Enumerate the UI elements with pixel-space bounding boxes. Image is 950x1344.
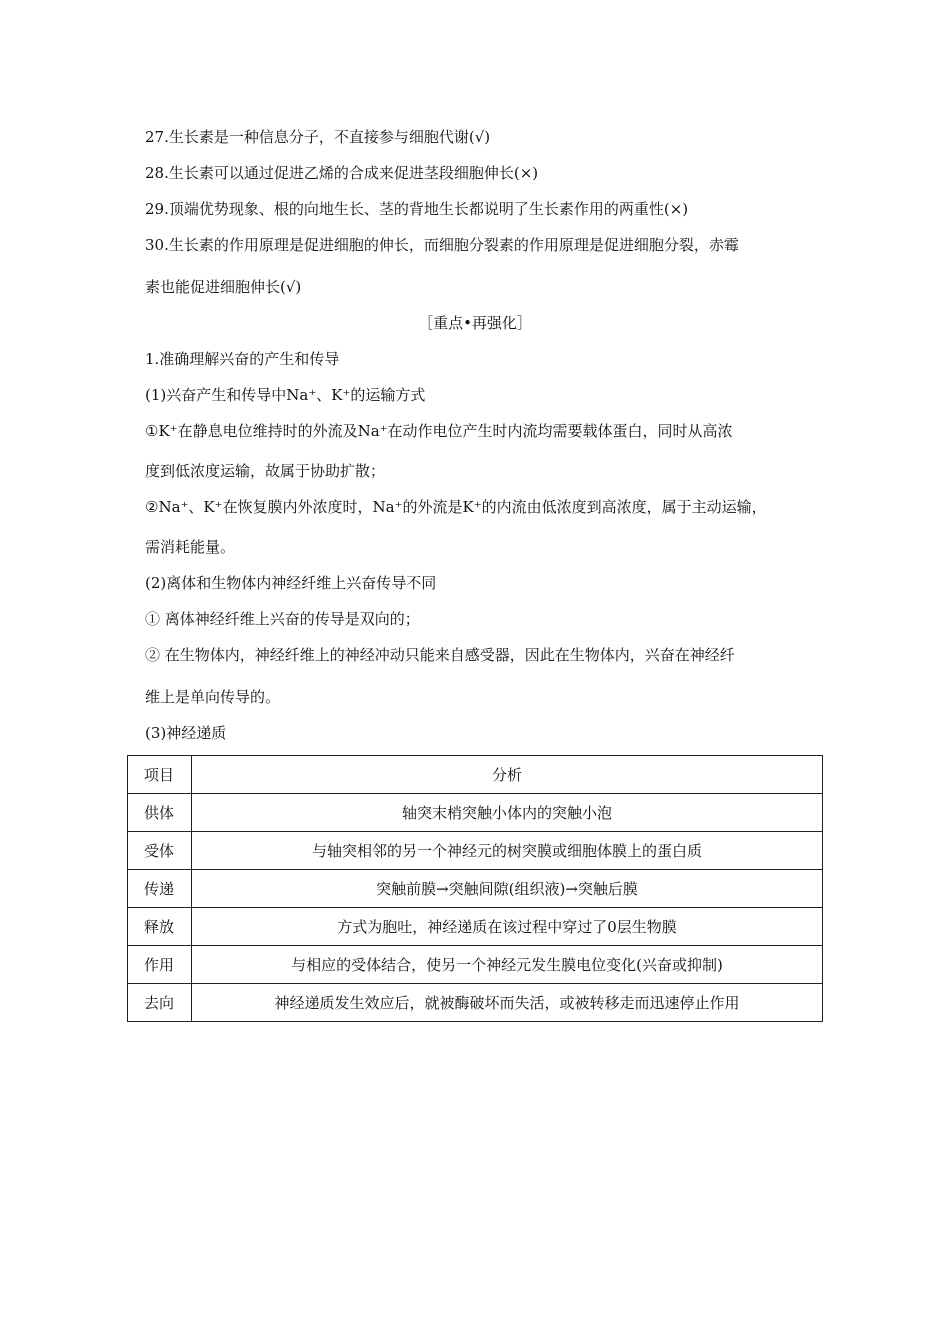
item-30-continued: 素也能促进细胞伸长(√) [145, 278, 302, 296]
paragraph-2b: ② 在生物体内，神经纤维上的神经冲动只能来自感受器，因此在生物体内，兴奋在神经纤 [145, 646, 735, 664]
item-29: 29.顶端优势现象、根的向地生长、茎的背地生长都说明了生长素作用的两重性(×) [145, 200, 689, 218]
table-header-row [128, 756, 823, 794]
subheading-2: (2)离体和生物体内神经纤维上兴奋传导不同 [145, 574, 437, 592]
subheading-3: (3)神经递质 [145, 724, 227, 742]
table-cell: 突触前膜→突触间隙(组织液)→突触后膜 [192, 870, 823, 908]
paragraph-1b: ②Na⁺、K⁺在恢复膜内外浓度时，Na⁺的外流是K⁺的内流由低浓度到高浓度，属于主动运输， [145, 498, 767, 516]
paragraph-1a-continued: 度到低浓度运输，故属于协助扩散； [145, 462, 386, 480]
table-cell: 传递 [128, 870, 192, 908]
section-title: ［重点•再强化］ [418, 314, 532, 332]
table-cell: 去向 [128, 984, 192, 1022]
table-cell: 受体 [128, 832, 192, 870]
item-30: 30.生长素的作用原理是促进细胞的伸长，而细胞分裂素的作用原理是促进细胞分裂，赤霉 [145, 236, 739, 254]
table-row [128, 870, 823, 908]
heading-1: 1.准确理解兴奋的产生和传导 [145, 350, 340, 368]
table-header-cell: 分析 [192, 756, 823, 794]
paragraph-2a: ① 离体神经纤维上兴奋的传导是双向的； [145, 610, 420, 628]
paragraph-1b-continued: 需消耗能量。 [145, 538, 236, 556]
table-row [128, 908, 823, 946]
table-cell: 供体 [128, 794, 192, 832]
table-header-cell: 项目 [128, 756, 192, 794]
paragraph-2b-continued: 维上是单向传导的。 [145, 688, 281, 706]
table-row [128, 946, 823, 984]
table-cell: 释放 [128, 908, 192, 946]
item-28: 28.生长素可以通过促进乙烯的合成来促进茎段细胞伸长(×) [145, 164, 539, 182]
table-cell: 与轴突相邻的另一个神经元的树突膜或细胞体膜上的蛋白质 [192, 832, 823, 870]
table-cell: 方式为胞吐，神经递质在该过程中穿过了0层生物膜 [192, 908, 823, 946]
subheading-1: (1)兴奋产生和传导中Na⁺、K⁺的运输方式 [145, 386, 426, 404]
table-cell: 与相应的受体结合，使另一个神经元发生膜电位变化(兴奋或抑制) [192, 946, 823, 984]
table-row [128, 794, 823, 832]
table-cell: 作用 [128, 946, 192, 984]
item-27: 27.生长素是一种信息分子，不直接参与细胞代谢(√) [145, 128, 491, 146]
table-row [128, 832, 823, 870]
paragraph-1a: ①K⁺在静息电位维持时的外流及Na⁺在动作电位产生时内流均需要载体蛋白，同时从高浓 [145, 422, 733, 440]
neurotransmitter-table [127, 755, 823, 1022]
table-cell: 神经递质发生效应后，就被酶破坏而失活，或被转移走而迅速停止作用 [192, 984, 823, 1022]
table-row [128, 984, 823, 1022]
table-cell: 轴突末梢突触小体内的突触小泡 [192, 794, 823, 832]
